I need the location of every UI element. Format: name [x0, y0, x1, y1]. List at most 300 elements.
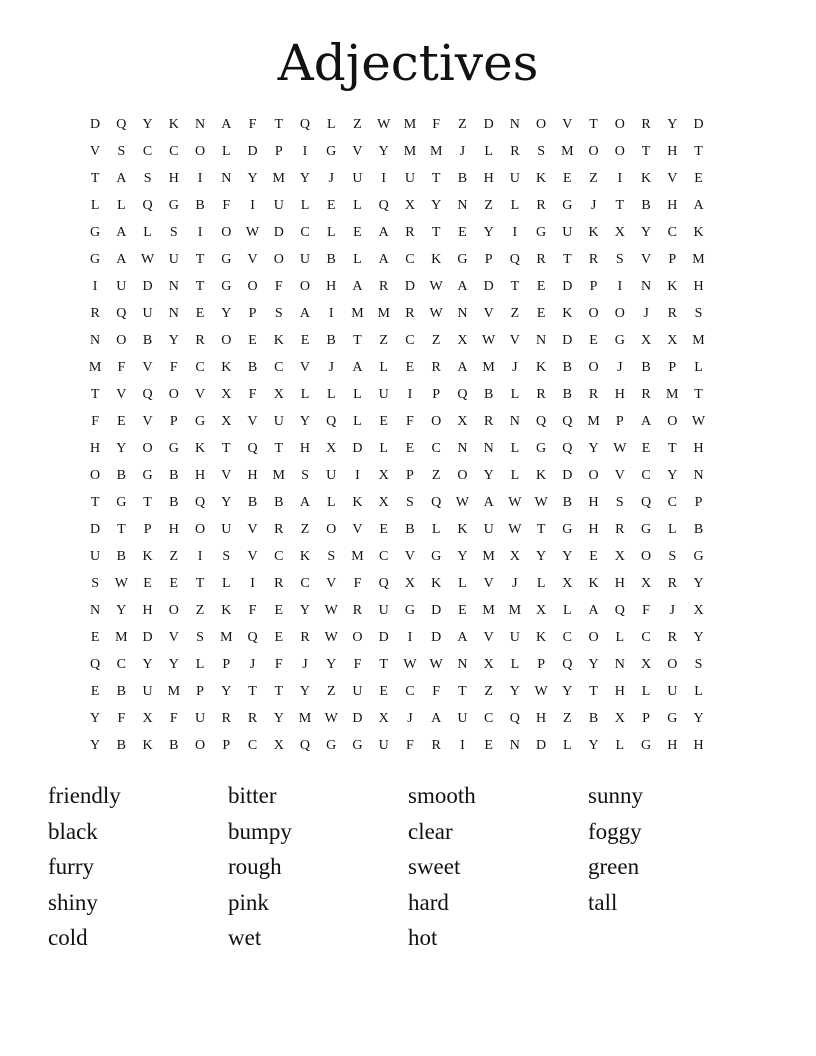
- grid-letter[interactable]: M: [351, 306, 364, 321]
- grid-letter[interactable]: O: [194, 522, 206, 537]
- grid-letter[interactable]: C: [142, 144, 153, 159]
- grid-letter[interactable]: L: [300, 198, 310, 213]
- grid-letter[interactable]: Q: [142, 387, 153, 402]
- grid-letter[interactable]: W: [324, 630, 338, 645]
- grid-letter[interactable]: E: [458, 225, 467, 240]
- grid-letter[interactable]: D: [431, 603, 442, 618]
- grid-letter[interactable]: W: [140, 252, 155, 267]
- grid-letter[interactable]: X: [404, 576, 415, 591]
- grid-letter[interactable]: T: [641, 144, 651, 159]
- grid-letter[interactable]: R: [90, 306, 100, 321]
- grid-letter[interactable]: A: [352, 360, 363, 375]
- grid-letter[interactable]: A: [483, 495, 494, 510]
- grid-letter[interactable]: A: [457, 360, 468, 375]
- grid-letter[interactable]: U: [142, 306, 153, 321]
- grid-letter[interactable]: C: [431, 441, 441, 456]
- grid-letter[interactable]: W: [482, 333, 496, 348]
- grid-letter[interactable]: Q: [326, 414, 337, 429]
- grid-letter[interactable]: X: [640, 657, 652, 672]
- grid-letter[interactable]: Y: [693, 576, 704, 591]
- grid-letter[interactable]: V: [247, 522, 258, 537]
- grid-letter[interactable]: R: [615, 522, 625, 537]
- grid-letter[interactable]: G: [667, 711, 678, 726]
- grid-letter[interactable]: V: [194, 387, 206, 402]
- grid-letter[interactable]: K: [142, 738, 153, 753]
- grid-letter[interactable]: O: [116, 333, 127, 348]
- grid-letter[interactable]: H: [588, 522, 599, 537]
- grid-letter[interactable]: M: [403, 144, 417, 159]
- grid-letter[interactable]: V: [299, 360, 311, 375]
- grid-letter[interactable]: E: [117, 414, 126, 429]
- grid-letter[interactable]: E: [90, 630, 100, 645]
- grid-letter[interactable]: K: [536, 468, 547, 483]
- grid-letter[interactable]: O: [168, 603, 179, 618]
- grid-letter[interactable]: U: [483, 522, 494, 537]
- grid-letter[interactable]: D: [693, 117, 704, 132]
- grid-letter[interactable]: B: [326, 333, 336, 348]
- grid-letter[interactable]: J: [407, 711, 413, 726]
- grid-letter[interactable]: E: [300, 333, 310, 348]
- grid-letter[interactable]: K: [588, 225, 599, 240]
- grid-letter[interactable]: R: [510, 144, 520, 159]
- grid-letter[interactable]: G: [194, 414, 206, 429]
- grid-letter[interactable]: T: [274, 684, 284, 699]
- grid-letter[interactable]: V: [116, 387, 127, 402]
- grid-letter[interactable]: B: [483, 387, 494, 402]
- grid-letter[interactable]: Y: [273, 711, 284, 726]
- grid-letter[interactable]: D: [562, 279, 573, 294]
- grid-letter[interactable]: V: [90, 144, 101, 159]
- grid-letter[interactable]: L: [326, 387, 336, 402]
- grid-letter[interactable]: S: [615, 495, 624, 510]
- grid-letter[interactable]: S: [222, 549, 231, 564]
- grid-letter[interactable]: O: [431, 414, 442, 429]
- grid-letter[interactable]: O: [221, 225, 232, 240]
- grid-letter[interactable]: T: [431, 171, 441, 186]
- grid-letter[interactable]: M: [298, 711, 312, 726]
- grid-letter[interactable]: H: [693, 279, 704, 294]
- grid-letter[interactable]: Y: [299, 414, 311, 429]
- grid-letter[interactable]: J: [643, 306, 649, 321]
- grid-letter[interactable]: L: [222, 576, 231, 591]
- grid-letter[interactable]: P: [668, 252, 677, 267]
- grid-letter[interactable]: X: [273, 387, 284, 402]
- grid-letter[interactable]: R: [641, 387, 651, 402]
- grid-letter[interactable]: P: [222, 738, 231, 753]
- grid-letter[interactable]: W: [534, 684, 548, 699]
- grid-letter[interactable]: G: [326, 738, 337, 753]
- grid-letter[interactable]: B: [326, 252, 336, 267]
- grid-letter[interactable]: M: [482, 603, 495, 618]
- grid-letter[interactable]: N: [194, 117, 206, 132]
- grid-letter[interactable]: O: [142, 441, 153, 456]
- grid-letter[interactable]: F: [353, 576, 362, 591]
- grid-letter[interactable]: U: [221, 522, 232, 537]
- grid-letter[interactable]: U: [404, 171, 415, 186]
- grid-letter[interactable]: A: [378, 252, 389, 267]
- grid-letter[interactable]: E: [458, 603, 467, 618]
- grid-letter[interactable]: E: [353, 225, 362, 240]
- grid-letter[interactable]: M: [482, 549, 495, 564]
- grid-letter[interactable]: G: [221, 279, 232, 294]
- grid-letter[interactable]: I: [512, 225, 518, 240]
- grid-letter[interactable]: R: [536, 198, 546, 213]
- grid-letter[interactable]: L: [694, 360, 703, 375]
- grid-letter[interactable]: Y: [693, 630, 704, 645]
- grid-letter[interactable]: L: [510, 198, 520, 213]
- grid-letter[interactable]: R: [536, 387, 546, 402]
- grid-letter[interactable]: Y: [90, 711, 101, 726]
- grid-letter[interactable]: Q: [378, 576, 389, 591]
- grid-letter[interactable]: W: [455, 495, 469, 510]
- grid-letter[interactable]: A: [693, 198, 704, 213]
- grid-letter[interactable]: D: [483, 117, 494, 132]
- grid-letter[interactable]: S: [537, 144, 545, 159]
- grid-letter[interactable]: R: [247, 711, 258, 726]
- grid-letter[interactable]: B: [562, 387, 572, 402]
- grid-letter[interactable]: L: [615, 630, 625, 645]
- grid-letter[interactable]: M: [351, 549, 364, 564]
- grid-letter[interactable]: X: [640, 576, 652, 591]
- grid-letter[interactable]: T: [90, 387, 100, 402]
- grid-letter[interactable]: E: [379, 522, 388, 537]
- grid-letter[interactable]: G: [614, 333, 625, 348]
- grid-letter[interactable]: Z: [431, 333, 441, 348]
- grid-letter[interactable]: A: [457, 630, 468, 645]
- grid-letter[interactable]: R: [274, 576, 284, 591]
- grid-letter[interactable]: I: [617, 279, 623, 294]
- grid-letter[interactable]: R: [221, 711, 231, 726]
- grid-letter[interactable]: L: [694, 684, 703, 699]
- grid-letter[interactable]: B: [457, 171, 468, 186]
- grid-letter[interactable]: W: [429, 279, 443, 294]
- grid-letter[interactable]: X: [693, 603, 704, 618]
- grid-letter[interactable]: U: [90, 549, 101, 564]
- grid-letter[interactable]: W: [324, 711, 338, 726]
- grid-letter[interactable]: D: [142, 630, 153, 645]
- grid-letter[interactable]: R: [667, 306, 677, 321]
- grid-letter[interactable]: Y: [221, 684, 232, 699]
- grid-letter[interactable]: B: [693, 522, 704, 537]
- grid-letter[interactable]: Y: [483, 225, 494, 240]
- grid-letter[interactable]: O: [667, 414, 678, 429]
- grid-letter[interactable]: T: [694, 387, 703, 402]
- grid-letter[interactable]: U: [194, 711, 206, 726]
- grid-letter[interactable]: B: [169, 738, 179, 753]
- grid-letter[interactable]: U: [378, 603, 389, 618]
- grid-letter[interactable]: N: [457, 657, 468, 672]
- grid-letter[interactable]: V: [247, 549, 258, 564]
- grid-letter[interactable]: X: [536, 603, 547, 618]
- grid-letter[interactable]: N: [457, 198, 468, 213]
- grid-letter[interactable]: V: [614, 468, 625, 483]
- grid-letter[interactable]: G: [116, 495, 127, 510]
- grid-letter[interactable]: V: [483, 576, 494, 591]
- grid-letter[interactable]: X: [509, 549, 520, 564]
- grid-letter[interactable]: O: [194, 144, 206, 159]
- grid-letter[interactable]: T: [143, 495, 152, 510]
- grid-letter[interactable]: X: [273, 738, 284, 753]
- grid-letter[interactable]: O: [588, 630, 599, 645]
- grid-letter[interactable]: M: [167, 684, 181, 699]
- grid-letter[interactable]: C: [116, 657, 127, 672]
- grid-letter[interactable]: G: [693, 549, 704, 564]
- grid-letter[interactable]: R: [300, 630, 310, 645]
- grid-letter[interactable]: P: [274, 144, 283, 159]
- grid-letter[interactable]: X: [614, 225, 625, 240]
- grid-letter[interactable]: C: [641, 468, 651, 483]
- grid-letter[interactable]: N: [168, 306, 179, 321]
- grid-letter[interactable]: H: [588, 495, 599, 510]
- grid-letter[interactable]: L: [431, 522, 441, 537]
- grid-letter[interactable]: Q: [90, 657, 101, 672]
- grid-letter[interactable]: Y: [693, 711, 704, 726]
- grid-letter[interactable]: N: [221, 171, 232, 186]
- grid-letter[interactable]: L: [90, 198, 100, 213]
- grid-letter[interactable]: P: [432, 387, 441, 402]
- grid-letter[interactable]: D: [352, 441, 363, 456]
- grid-letter[interactable]: K: [221, 603, 232, 618]
- grid-letter[interactable]: N: [90, 603, 101, 618]
- grid-letter[interactable]: T: [667, 441, 677, 456]
- grid-letter[interactable]: B: [562, 495, 572, 510]
- grid-letter[interactable]: E: [405, 441, 415, 456]
- grid-letter[interactable]: K: [457, 522, 468, 537]
- grid-letter[interactable]: F: [117, 711, 126, 726]
- grid-letter[interactable]: Z: [589, 171, 598, 186]
- grid-letter[interactable]: H: [667, 198, 678, 213]
- grid-letter[interactable]: O: [536, 117, 547, 132]
- grid-letter[interactable]: I: [381, 171, 387, 186]
- grid-letter[interactable]: U: [116, 279, 127, 294]
- grid-letter[interactable]: R: [667, 630, 677, 645]
- grid-letter[interactable]: Z: [326, 684, 336, 699]
- grid-letter[interactable]: X: [378, 711, 389, 726]
- grid-letter[interactable]: C: [247, 738, 258, 753]
- grid-letter[interactable]: L: [195, 657, 205, 672]
- grid-letter[interactable]: A: [116, 252, 127, 267]
- grid-letter[interactable]: L: [353, 414, 362, 429]
- grid-letter[interactable]: J: [669, 603, 675, 618]
- grid-letter[interactable]: Q: [142, 198, 153, 213]
- grid-letter[interactable]: F: [169, 711, 178, 726]
- grid-letter[interactable]: Y: [168, 333, 179, 348]
- grid-letter[interactable]: Y: [431, 198, 442, 213]
- grid-letter[interactable]: L: [353, 198, 362, 213]
- grid-letter[interactable]: U: [509, 171, 520, 186]
- grid-letter[interactable]: Y: [536, 549, 547, 564]
- grid-letter[interactable]: L: [510, 657, 520, 672]
- grid-letter[interactable]: O: [352, 630, 363, 645]
- grid-letter[interactable]: W: [377, 117, 391, 132]
- grid-letter[interactable]: W: [403, 657, 417, 672]
- grid-letter[interactable]: X: [221, 387, 232, 402]
- grid-letter[interactable]: R: [588, 387, 599, 402]
- grid-letter[interactable]: D: [247, 144, 258, 159]
- grid-letter[interactable]: B: [274, 495, 284, 510]
- grid-letter[interactable]: T: [274, 117, 284, 132]
- grid-letter[interactable]: I: [197, 171, 203, 186]
- grid-letter[interactable]: V: [404, 549, 415, 564]
- grid-letter[interactable]: K: [221, 360, 232, 375]
- grid-letter[interactable]: W: [534, 495, 548, 510]
- grid-letter[interactable]: K: [667, 279, 678, 294]
- grid-letter[interactable]: H: [614, 387, 625, 402]
- grid-letter[interactable]: V: [509, 333, 520, 348]
- grid-letter[interactable]: M: [429, 144, 443, 159]
- grid-letter[interactable]: C: [667, 495, 677, 510]
- grid-letter[interactable]: K: [640, 171, 652, 186]
- grid-letter[interactable]: D: [378, 630, 389, 645]
- grid-letter[interactable]: U: [562, 225, 573, 240]
- grid-letter[interactable]: C: [169, 144, 179, 159]
- grid-letter[interactable]: R: [405, 225, 415, 240]
- grid-letter[interactable]: Y: [667, 117, 678, 132]
- grid-letter[interactable]: U: [326, 468, 337, 483]
- grid-letter[interactable]: E: [563, 171, 572, 186]
- grid-letter[interactable]: O: [273, 252, 284, 267]
- grid-letter[interactable]: Y: [483, 468, 494, 483]
- grid-letter[interactable]: M: [272, 468, 285, 483]
- grid-letter[interactable]: P: [615, 414, 624, 429]
- grid-letter[interactable]: B: [588, 711, 599, 726]
- grid-letter[interactable]: F: [248, 603, 257, 618]
- grid-letter[interactable]: P: [484, 252, 493, 267]
- grid-letter[interactable]: G: [221, 252, 232, 267]
- grid-letter[interactable]: A: [116, 225, 127, 240]
- grid-letter[interactable]: Q: [562, 441, 573, 456]
- grid-letter[interactable]: M: [666, 387, 679, 402]
- grid-letter[interactable]: J: [249, 657, 256, 672]
- grid-letter[interactable]: V: [142, 414, 153, 429]
- grid-letter[interactable]: K: [142, 549, 153, 564]
- grid-letter[interactable]: P: [169, 414, 178, 429]
- grid-letter[interactable]: U: [667, 684, 678, 699]
- grid-letter[interactable]: L: [615, 738, 625, 753]
- grid-letter[interactable]: Y: [221, 306, 232, 321]
- grid-letter[interactable]: Q: [247, 441, 258, 456]
- grid-letter[interactable]: Y: [168, 657, 179, 672]
- grid-letter[interactable]: K: [536, 360, 547, 375]
- grid-letter[interactable]: H: [168, 522, 179, 537]
- grid-letter[interactable]: E: [379, 684, 388, 699]
- grid-letter[interactable]: M: [587, 414, 600, 429]
- grid-letter[interactable]: G: [352, 738, 363, 753]
- grid-letter[interactable]: Z: [353, 117, 362, 132]
- grid-letter[interactable]: L: [510, 468, 520, 483]
- grid-letter[interactable]: M: [88, 360, 102, 375]
- grid-letter[interactable]: U: [273, 414, 284, 429]
- grid-letter[interactable]: I: [197, 225, 203, 240]
- grid-letter[interactable]: T: [117, 522, 126, 537]
- grid-letter[interactable]: I: [250, 576, 255, 591]
- grid-letter[interactable]: F: [274, 279, 283, 294]
- grid-letter[interactable]: L: [667, 522, 677, 537]
- grid-letter[interactable]: F: [432, 117, 441, 132]
- grid-letter[interactable]: X: [483, 657, 494, 672]
- grid-letter[interactable]: D: [142, 279, 153, 294]
- grid-letter[interactable]: N: [693, 468, 704, 483]
- grid-letter[interactable]: A: [378, 225, 389, 240]
- grid-letter[interactable]: S: [117, 144, 126, 159]
- grid-letter[interactable]: E: [169, 576, 179, 591]
- grid-letter[interactable]: G: [168, 441, 179, 456]
- grid-letter[interactable]: D: [404, 279, 415, 294]
- grid-letter[interactable]: J: [512, 360, 518, 375]
- grid-letter[interactable]: J: [328, 171, 334, 186]
- grid-letter[interactable]: S: [169, 225, 178, 240]
- grid-letter[interactable]: V: [483, 306, 494, 321]
- grid-letter[interactable]: C: [562, 630, 572, 645]
- grid-letter[interactable]: Q: [116, 117, 127, 132]
- grid-letter[interactable]: N: [536, 333, 547, 348]
- grid-letter[interactable]: A: [640, 414, 652, 429]
- grid-letter[interactable]: E: [641, 441, 651, 456]
- grid-letter[interactable]: E: [484, 738, 493, 753]
- grid-letter[interactable]: U: [509, 630, 520, 645]
- grid-letter[interactable]: L: [563, 603, 572, 618]
- grid-letter[interactable]: V: [221, 468, 232, 483]
- grid-letter[interactable]: Y: [667, 468, 678, 483]
- grid-letter[interactable]: K: [194, 441, 206, 456]
- grid-letter[interactable]: O: [299, 279, 311, 294]
- grid-letter[interactable]: C: [405, 252, 415, 267]
- grid-letter[interactable]: H: [614, 576, 625, 591]
- grid-letter[interactable]: N: [614, 657, 625, 672]
- grid-letter[interactable]: U: [352, 684, 363, 699]
- grid-letter[interactable]: J: [459, 144, 466, 159]
- grid-letter[interactable]: T: [458, 684, 467, 699]
- grid-letter[interactable]: U: [142, 684, 153, 699]
- grid-letter[interactable]: V: [168, 630, 179, 645]
- grid-letter[interactable]: S: [327, 549, 336, 564]
- grid-letter[interactable]: D: [352, 711, 363, 726]
- grid-letter[interactable]: X: [457, 414, 468, 429]
- grid-letter[interactable]: W: [429, 306, 443, 321]
- grid-letter[interactable]: L: [300, 387, 310, 402]
- grid-letter[interactable]: Y: [562, 684, 573, 699]
- grid-letter[interactable]: G: [457, 252, 468, 267]
- grid-letter[interactable]: U: [378, 387, 389, 402]
- grid-letter[interactable]: B: [116, 468, 127, 483]
- grid-letter[interactable]: Q: [116, 306, 127, 321]
- grid-letter[interactable]: Y: [299, 603, 311, 618]
- grid-letter[interactable]: Z: [431, 468, 441, 483]
- grid-letter[interactable]: P: [537, 657, 545, 672]
- grid-letter[interactable]: N: [640, 279, 652, 294]
- grid-letter[interactable]: O: [588, 360, 599, 375]
- grid-letter[interactable]: M: [508, 603, 522, 618]
- grid-letter[interactable]: X: [221, 414, 232, 429]
- grid-letter[interactable]: Y: [90, 738, 101, 753]
- grid-letter[interactable]: Y: [378, 144, 389, 159]
- grid-letter[interactable]: S: [668, 549, 677, 564]
- grid-letter[interactable]: K: [693, 225, 704, 240]
- grid-letter[interactable]: S: [196, 630, 204, 645]
- grid-letter[interactable]: B: [116, 684, 127, 699]
- grid-letter[interactable]: N: [168, 279, 179, 294]
- grid-letter[interactable]: L: [484, 144, 493, 159]
- grid-letter[interactable]: X: [614, 711, 625, 726]
- grid-letter[interactable]: C: [483, 711, 494, 726]
- grid-letter[interactable]: V: [352, 522, 363, 537]
- grid-letter[interactable]: T: [379, 657, 388, 672]
- grid-letter[interactable]: R: [536, 252, 546, 267]
- grid-letter[interactable]: T: [195, 279, 205, 294]
- grid-letter[interactable]: S: [91, 576, 100, 591]
- grid-letter[interactable]: B: [116, 738, 127, 753]
- grid-letter[interactable]: S: [274, 306, 283, 321]
